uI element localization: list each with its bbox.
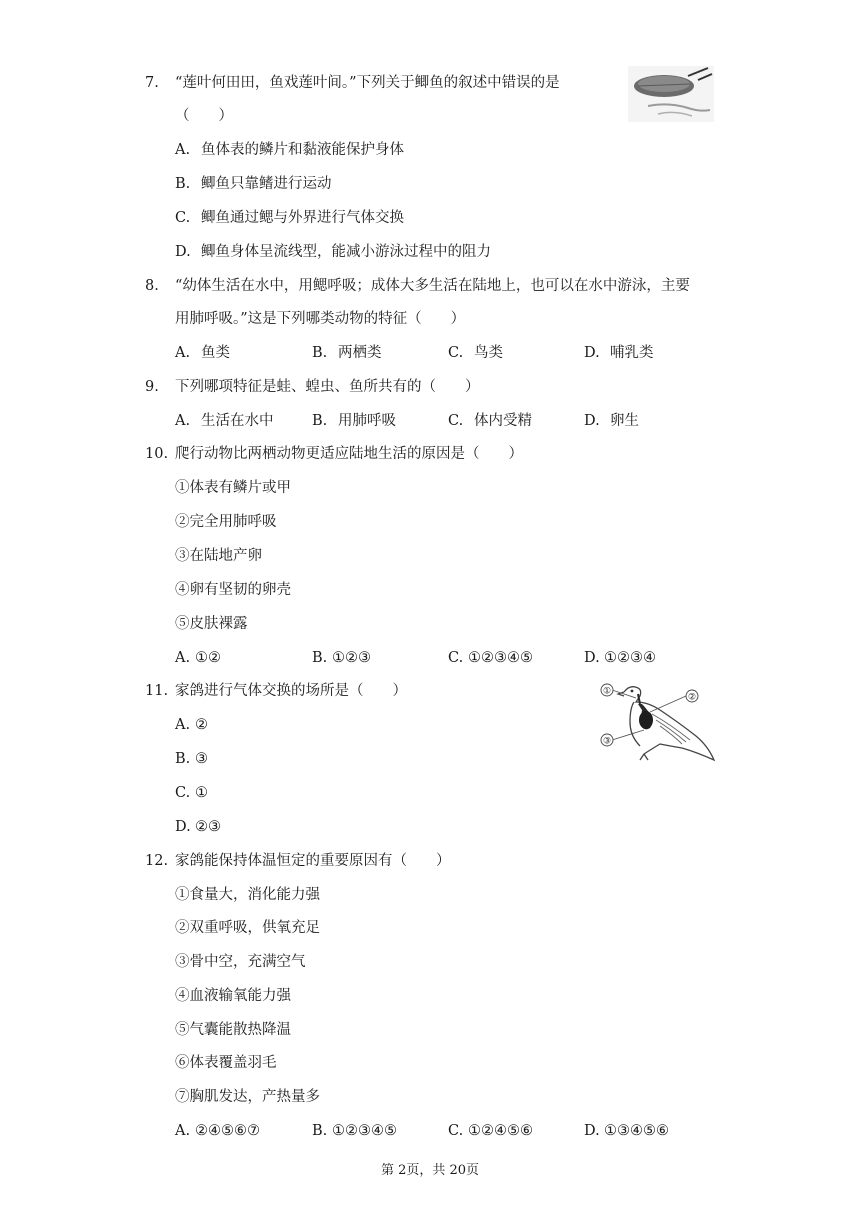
option-letter: C. <box>448 650 464 666</box>
q7-option-b[interactable] <box>175 174 332 194</box>
q9-option-c[interactable] <box>448 411 532 431</box>
q8-options <box>175 343 735 363</box>
q7-stem-line1: “莲叶何田田，鱼戏莲叶间。”下列关于鲫鱼的叙述中错误的是 <box>175 75 560 91</box>
q8-option-d[interactable] <box>584 343 654 363</box>
option-letter: D. <box>584 345 600 361</box>
page-footer: 第 2页，共 20页 <box>380 1163 480 1178</box>
option-text: ②④⑤⑥⑦ <box>195 1123 260 1139</box>
q11-option-b[interactable] <box>175 749 208 769</box>
option-letter: D. <box>584 1123 600 1139</box>
option-text: 鲫鱼只靠鳍进行运动 <box>201 176 332 192</box>
q12-option-a[interactable] <box>175 1121 260 1141</box>
q12-statement: ④血液输氧能力强 <box>175 988 291 1004</box>
q11-option-d[interactable] <box>175 817 221 837</box>
option-text: 哺乳类 <box>610 345 654 361</box>
q11-stem: 家鸽进行气体交换的场所是（ ） <box>175 683 407 699</box>
q8-option-c[interactable] <box>448 343 503 363</box>
option-text: ①②④⑤⑥ <box>468 1123 533 1139</box>
option-text: ② <box>195 717 208 733</box>
option-letter: A. <box>175 413 191 429</box>
q10-statement: ②完全用肺呼吸 <box>175 514 277 530</box>
option-letter: B. <box>312 1123 328 1139</box>
option-letter: A. <box>175 717 191 733</box>
option-text: 两栖类 <box>338 345 382 361</box>
q12-option-c[interactable] <box>448 1121 533 1141</box>
option-text: ③ <box>195 751 208 767</box>
option-letter: D. <box>584 650 600 666</box>
q12-statement: ③骨中空，充满空气 <box>175 954 306 970</box>
q7-option-c[interactable] <box>175 208 404 228</box>
option-letter: C. <box>448 345 464 361</box>
option-text: ①③④⑤⑥ <box>604 1123 669 1139</box>
lotus-fish-figure <box>628 66 714 122</box>
option-text: 鸟类 <box>474 345 503 361</box>
option-letter: A. <box>175 142 191 158</box>
option-letter: C. <box>175 785 191 801</box>
q9-option-d[interactable] <box>584 411 639 431</box>
q8-number: 8. <box>145 278 159 294</box>
option-letter: C. <box>175 210 191 226</box>
option-letter: B. <box>312 345 328 361</box>
option-letter: A. <box>175 345 191 361</box>
q12-options <box>175 1121 735 1141</box>
q8-stem-line2: 用肺呼吸。”这是下列哪类动物的特征（ ） <box>175 311 466 327</box>
q10-number: 10. <box>145 446 169 462</box>
q10-statement: ①体表有鳞片或甲 <box>175 480 291 496</box>
option-letter: C. <box>448 413 464 429</box>
option-letter: C. <box>448 1123 464 1139</box>
q12-statement: ⑦胸肌发达，产热量多 <box>175 1089 320 1105</box>
q7-stem-line2: （ ） <box>175 108 233 124</box>
option-letter: D. <box>175 819 191 835</box>
option-text: ①②③④⑤ <box>332 1123 397 1139</box>
q10-statement: ④卵有坚韧的卵壳 <box>175 582 291 598</box>
q12-option-b[interactable] <box>312 1121 397 1141</box>
q11-option-a[interactable] <box>175 715 208 735</box>
option-text: ①② <box>195 650 221 666</box>
figure-label-3: ③ <box>602 736 612 747</box>
q9-options <box>175 411 735 431</box>
q12-statement: ⑥体表覆盖羽毛 <box>175 1055 277 1071</box>
pigeon-respiratory-figure <box>600 680 718 764</box>
q8-option-a[interactable] <box>175 343 230 363</box>
q10-option-d[interactable] <box>584 648 656 668</box>
q7-number: 7. <box>145 75 159 91</box>
option-letter: D. <box>584 413 600 429</box>
q7-option-a[interactable] <box>175 140 404 160</box>
figure-label-1: ① <box>602 686 612 697</box>
option-text: 体内受精 <box>474 413 532 429</box>
option-text: 鲫鱼身体呈流线型，能减小游泳过程中的阻力 <box>201 244 491 260</box>
q8-stem-line1: “幼体生活在水中，用鳃呼吸；成体大多生活在陆地上，也可以在水中游泳，主要 <box>175 278 690 294</box>
q7-option-d[interactable] <box>175 242 491 262</box>
q9-stem: 下列哪项特征是蛙、蝗虫、鱼所共有的（ ） <box>175 379 480 395</box>
option-text: 卵生 <box>610 413 639 429</box>
option-text: ① <box>195 785 208 801</box>
q10-statement: ⑤皮肤裸露 <box>175 616 248 632</box>
q10-stem: 爬行动物比两栖动物更适应陆地生活的原因是（ ） <box>175 446 523 462</box>
q12-stem: 家鸽能保持体温恒定的重要原因有（ ） <box>175 853 451 869</box>
option-text: ①②③④⑤ <box>468 650 533 666</box>
option-letter: B. <box>312 413 328 429</box>
q8-option-b[interactable] <box>312 343 382 363</box>
q11-number: 11. <box>145 683 169 699</box>
q10-option-b[interactable] <box>312 648 371 668</box>
q10-option-a[interactable] <box>175 648 221 668</box>
q12-option-d[interactable] <box>584 1121 669 1141</box>
option-letter: B. <box>175 751 191 767</box>
option-text: 用肺呼吸 <box>338 413 396 429</box>
q12-statement: ⑤气囊能散热降温 <box>175 1022 291 1038</box>
q10-options <box>175 648 735 668</box>
option-text: ②③ <box>195 819 221 835</box>
option-letter: A. <box>175 1123 191 1139</box>
q10-statement: ③在陆地产卵 <box>175 548 262 564</box>
option-text: 鲫鱼通过鳃与外界进行气体交换 <box>201 210 404 226</box>
option-letter: B. <box>175 176 191 192</box>
option-letter: B. <box>312 650 328 666</box>
option-text: 生活在水中 <box>201 413 274 429</box>
q10-option-c[interactable] <box>448 648 533 668</box>
q12-number: 12. <box>145 853 169 869</box>
q12-statement: ①食量大，消化能力强 <box>175 887 320 903</box>
q9-option-a[interactable] <box>175 411 274 431</box>
q12-statement: ②双重呼吸，供氧充足 <box>175 920 320 936</box>
q9-option-b[interactable] <box>312 411 396 431</box>
figure-label-2: ② <box>687 692 697 703</box>
q9-number: 9. <box>145 379 159 395</box>
option-text: ①②③ <box>332 650 371 666</box>
q11-option-c[interactable] <box>175 783 208 803</box>
option-text: 鱼类 <box>201 345 230 361</box>
option-text: 鱼体表的鳞片和黏液能保护身体 <box>201 142 404 158</box>
option-text: ①②③④ <box>604 650 656 666</box>
option-letter: D. <box>175 244 191 260</box>
option-letter: A. <box>175 650 191 666</box>
